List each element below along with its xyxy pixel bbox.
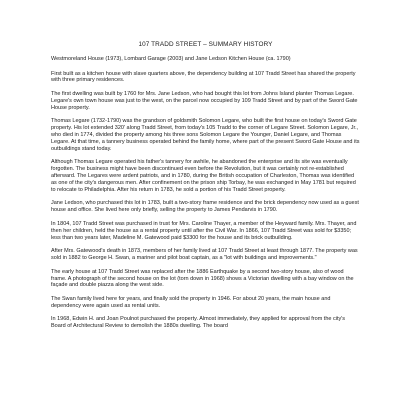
document-title: 107 TRADD STREET – SUMMARY HISTORY: [138, 41, 273, 48]
paragraph: In 1968, Edwin H. and Joan Poulnot purchased the property. Almost immediately, they applied for approval from the city's Board of Architectural Review to demolish the 1880s dwelling. The board: [51, 316, 346, 330]
paragraph: After Mrs. Gatewood's death in 1873, members of her family lived at 107 Tradd Street at least through 1877. The property was sold in 1882 to George H. Swan, a mariner and pilot boat captain, as a "lot with buildings and improvements.": [51, 248, 358, 262]
paragraph: In 1804, 107 Tradd Street was purchased in trust for Mrs. Caroline Thayer, a member of the Heyward family. Mrs. Thayer, and then her children, held the house as a rental property until after the Civil War. In 1866, 107 Tradd Street was sold for $3350; less than two years later, Madeline M. Gatewood paid $3300 for the house and its brick outbuilding.: [51, 220, 357, 241]
paragraph: First built as a kitchen house with slave quarters above, the dependency building at 107 Tradd Street has shared the property with three primary residences.: [51, 70, 356, 84]
paragraph: The early house at 107 Tradd Street was replaced after the 1886 Earthquake by a second two-story house, also of wood frame. A photograph of the second house on the lot (torn down in 1968) shows a Victorian dwelling with a bay window on the façade and double piazza along the west side.: [51, 268, 354, 289]
paragraph: Jane Ledson, who purchased this lot in 1783, built a two-story frame residence and the brick dependency now used as a guest house and office. She lived here only briefly, selling the property to James Pendarvis in 1790.: [51, 200, 359, 214]
paragraph: Although Thomas Legare operated his father's tannery for awhile, he abandoned the enterprise and its site was eventually forgotten. The business might have been discontinued even before the Revolution, but it was certainly not re-established afterward. The Legares were ardent patriots, and in 1780, during the British occupation of Charleston, Thomas was identified as one of the city's dangerous men. After confinement on the prison ship Torbay, he was exchanged in May 1781 but required to relocate to Philadelphia. After his return in 1783, he sold a portion of his Tradd Street property.: [51, 159, 356, 193]
document-subtitle: Westmoreland House (1973), Lombard Garage (2003) and Jane Ledson Kitchen House (ca. 1790): [51, 56, 291, 62]
paragraph: The Swan family lived here for years, and finally sold the property in 1946. For about 20 years, the main house and dependency were again used as rental units.: [51, 295, 331, 309]
paragraph: The first dwelling was built by 1760 for Mrs. Jane Ledson, who had bought this lot from Johns Island planter Thomas Legare. Legare's own town house was just to the west, on the parcel now occupied by 109 Tradd Street and by part of the Sword Gate House property.: [51, 90, 358, 111]
paragraph: Thomas Legare (1732-1790) was the grandson of goldsmith Solomon Legare, who built the first house on today's Sword Gate property. His lot extended 320' along Tradd Street, from today's 105 Tradd to the corner of Legare Street. Solomon Legare, Jr., who died in 1774, divided the property among his three sons Solomon Legare the Younger, Daniel Legare, and Thomas Legare. At that time, a tannery business operated behind the family home, where part of the present Sword Gate House and its outbuildings stand today.: [51, 118, 360, 152]
document-body: [51, 71, 360, 331]
